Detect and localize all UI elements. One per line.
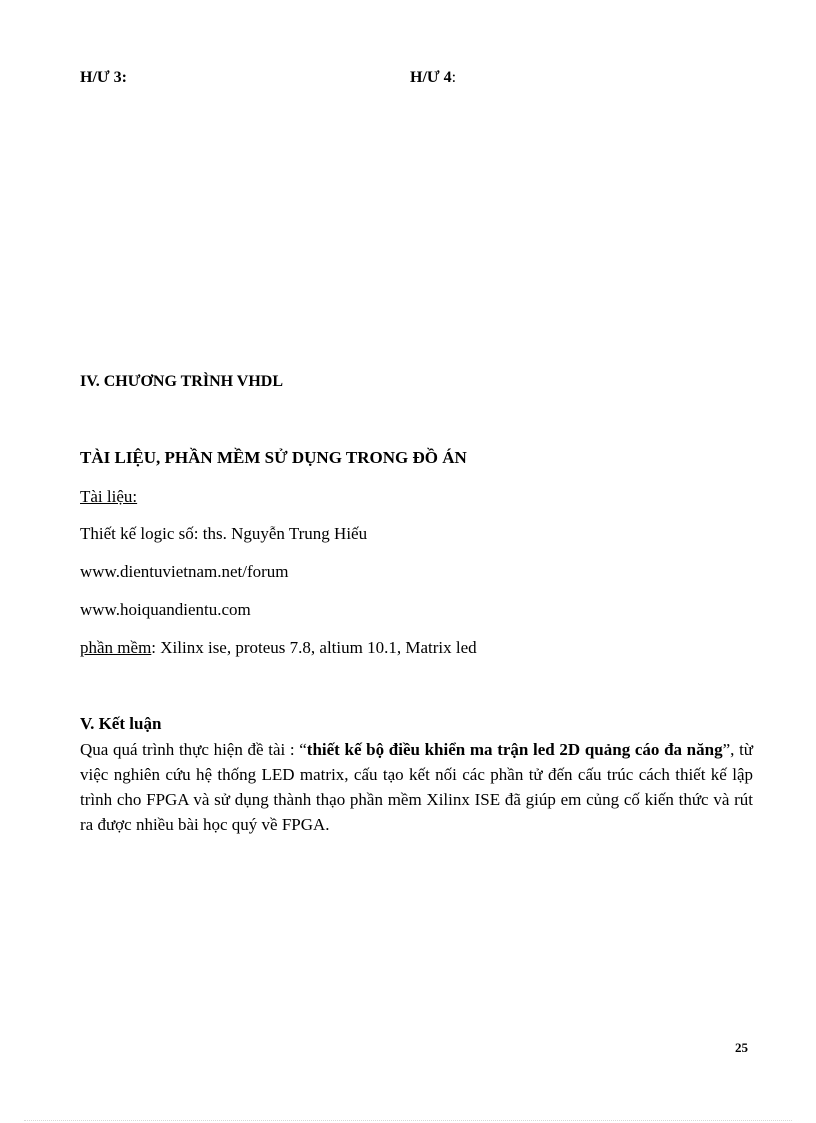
document-link: www.dientuvietnam.net/forum (80, 562, 289, 581)
document-link: www.hoiquandientu.com (80, 600, 251, 619)
conclusion-text-start: Qua quá trình thực hiện đề tài : “ (80, 740, 307, 759)
conclusion-text-rest: ”, từ việc nghiên cứu hệ thống LED matrix, cấu tạo kết nối các phần tử đến cấu trúc cách thiết kế lập trình cho FPGA và sử dụng thành thạo phần mềm Xilinx ISE đã giúp em củng cố kiến thức và rút ra được nhiều bài học quý về FPGA. (80, 740, 753, 834)
documents-label: Tài liệu: (80, 487, 138, 506)
conclusion-project-title: thiết kế bộ điều khiển ma trận led 2D quảng cáo đa năng (306, 740, 723, 759)
conclusion-heading: V. Kết luận (80, 714, 162, 733)
resources-heading: TÀI LIỆU, PHẦN MỀM SỬ DỤNG TRONG ĐỒ ÁN (80, 448, 467, 467)
section-iv-heading: IV. CHƯƠNG TRÌNH VHDL (80, 373, 283, 390)
signature-label-hu3: H/Ư 3: (80, 69, 127, 86)
conclusion-paragraph (80, 737, 753, 837)
signature-label-hu4 (410, 69, 456, 87)
signature-label-hu4-text: H/Ư 4 (410, 69, 452, 86)
software-list: : Xilinx ise, proteus 7.8, altium 10.1, Matrix led (151, 638, 477, 657)
page-bottom-divider (24, 1120, 792, 1121)
signature-label-hu4-colon: : (451, 69, 457, 86)
software-line (80, 638, 477, 658)
document-item: Thiết kế logic số: ths. Nguyễn Trung Hiếu (80, 524, 368, 543)
software-label: phần mềm (80, 638, 152, 657)
page-number: 25 (735, 1040, 748, 1055)
